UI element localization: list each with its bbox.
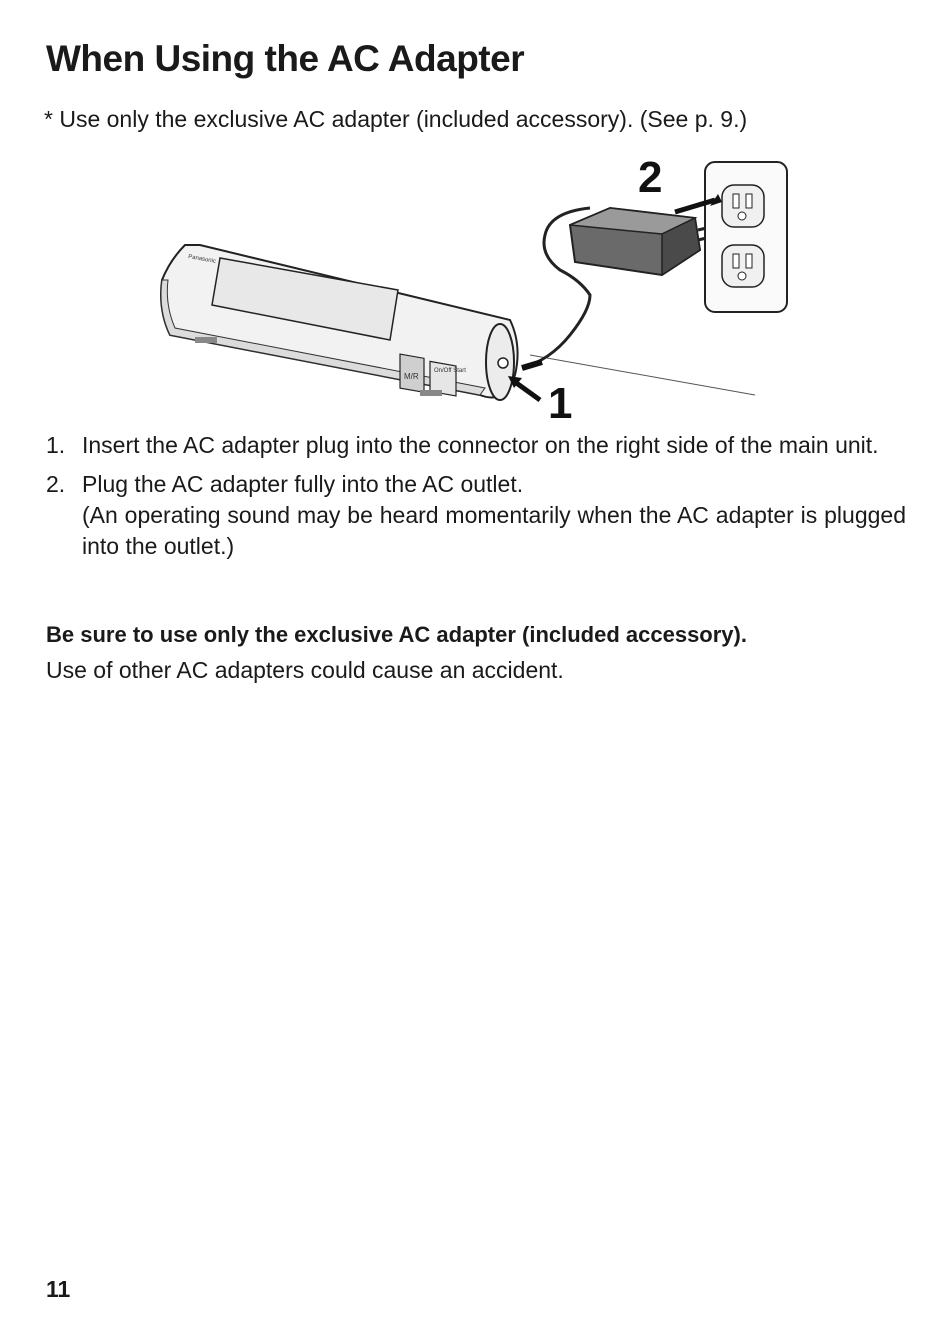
ac-adapter bbox=[570, 208, 715, 275]
page-title: When Using the AC Adapter bbox=[46, 38, 525, 79]
callout-1: 1 bbox=[548, 379, 573, 428]
step-1 bbox=[46, 430, 906, 461]
brand-label: Panasonic bbox=[187, 254, 217, 265]
button-start-label: On/Off Start bbox=[434, 368, 466, 374]
button-mr-label: M/R bbox=[404, 372, 419, 381]
step-2 bbox=[46, 469, 906, 562]
adapter-note: * Use only the exclusive AC adapter (included accessory). (See p. 9.) bbox=[44, 106, 748, 132]
instruction-steps bbox=[46, 430, 906, 570]
step-text: Plug the AC adapter fully into the AC outlet. bbox=[82, 471, 524, 497]
ac-adapter-illustration bbox=[150, 150, 790, 430]
wall-outlet bbox=[705, 162, 787, 312]
step-text: Insert the AC adapter plug into the connector on the right side of the main unit. bbox=[82, 432, 879, 458]
step-number: 2. bbox=[46, 471, 66, 497]
page-number: 11 bbox=[46, 1276, 71, 1302]
main-unit bbox=[161, 245, 518, 400]
step-subnote: (An operating sound may be heard momentarily when the AC adapter is plugged into the outlet.) bbox=[82, 502, 906, 559]
callout-2: 2 bbox=[638, 153, 663, 202]
warning-body: Use of other AC adapters could cause an accident. bbox=[46, 657, 564, 683]
step-number: 1. bbox=[46, 432, 66, 458]
warning-heading: Be sure to use only the exclusive AC adapter (included accessory). bbox=[46, 622, 747, 647]
